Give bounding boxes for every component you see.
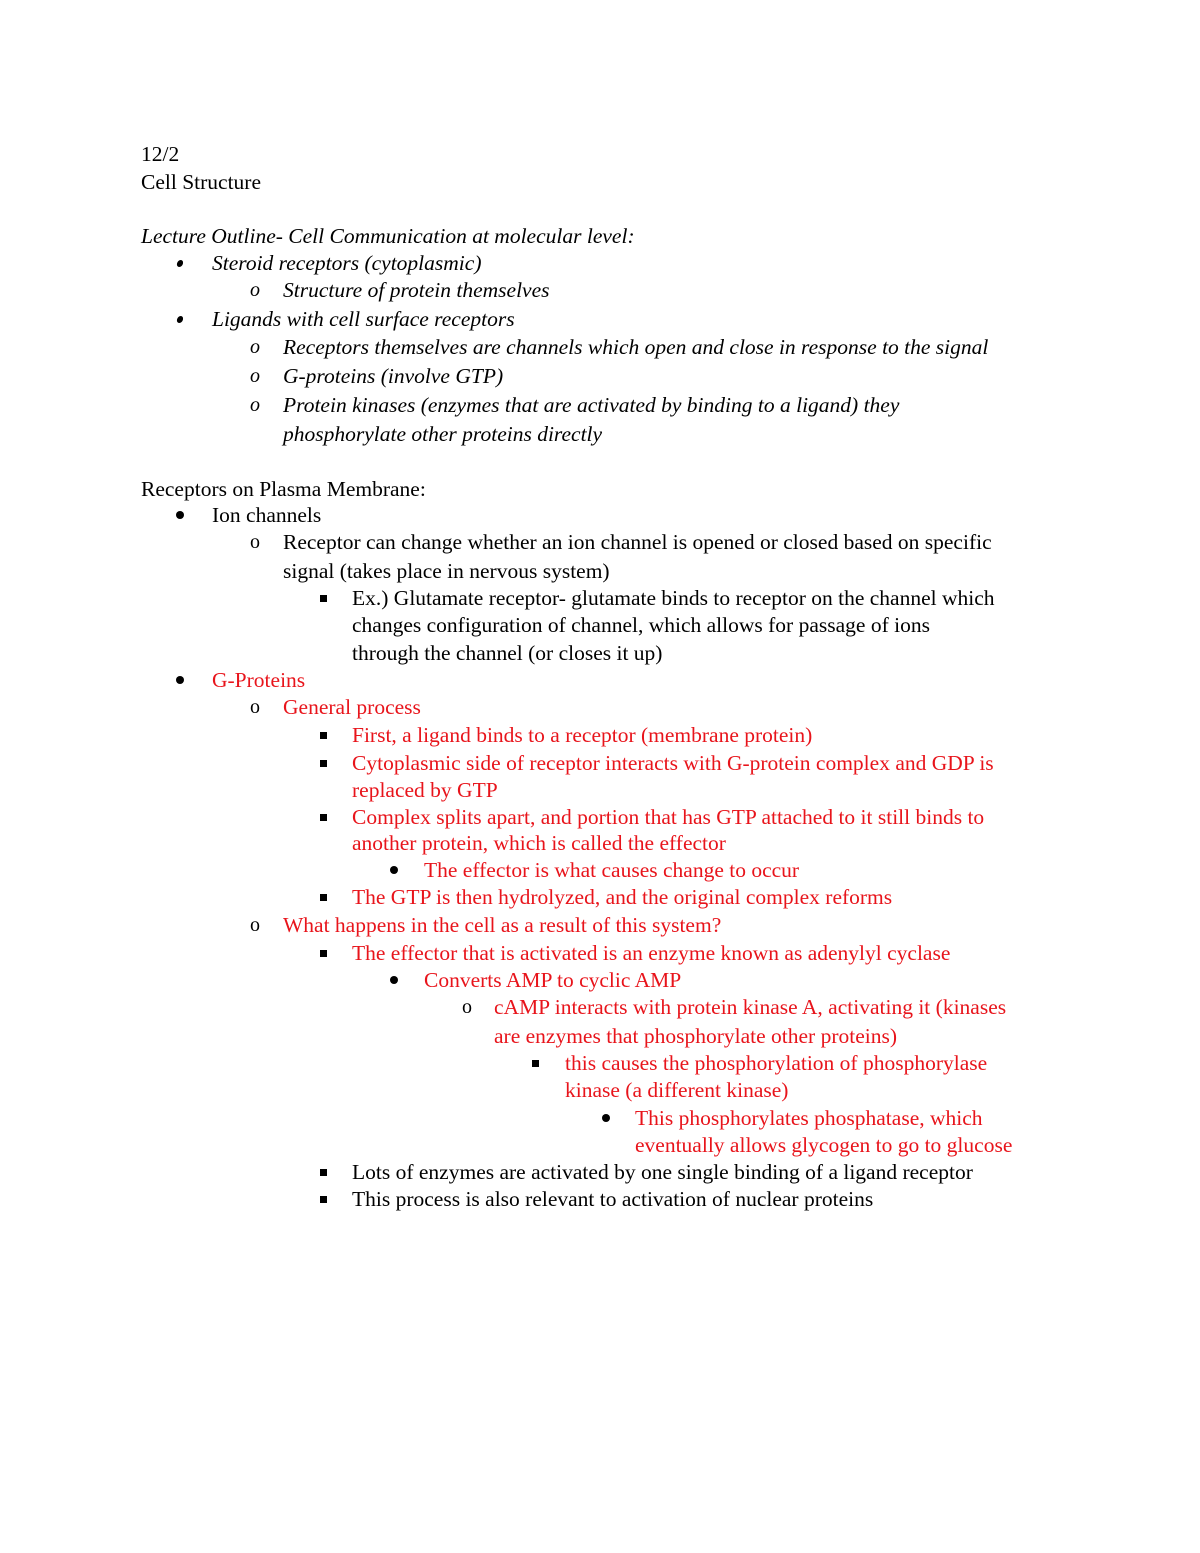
list-item: The GTP is then hydrolyzed, and the original complex reforms xyxy=(352,885,893,909)
list-item: Receptor can change whether an ion channel is opened or closed based on specific xyxy=(283,530,992,554)
bullet-dot-icon xyxy=(177,250,197,277)
outline-subitem-continued: phosphorylate other proteins directly xyxy=(283,422,603,446)
list-item: Ion channels xyxy=(212,503,322,527)
list-item-continued: another protein, which is called the effector xyxy=(352,831,726,855)
outline-subitem: Receptors themselves are channels which open and close in response to the signal xyxy=(283,335,989,359)
list-item: this causes the phosphorylation of phosphorylase xyxy=(565,1051,988,1075)
outline-subitem: Structure of protein themselves xyxy=(283,278,550,302)
section-title: Receptors on Plasma Membrane: xyxy=(141,477,426,501)
bullet-dot-icon xyxy=(176,502,196,529)
outline-item: Ligands with cell surface receptors xyxy=(212,307,515,331)
bullet-circle-icon: o xyxy=(250,336,260,358)
bullet-circle-icon: o xyxy=(250,279,260,301)
outline-subitem: Protein kinases (enzymes that are activated by binding to a ligand) they xyxy=(283,393,900,417)
list-item-continued: kinase (a different kinase) xyxy=(565,1078,789,1102)
list-item: First, a ligand binds to a receptor (membrane protein) xyxy=(352,723,813,747)
bullet-circle-icon: o xyxy=(250,531,260,553)
bullet-square-icon xyxy=(320,1159,340,1186)
list-item-continued: through the channel (or closes it up) xyxy=(352,641,663,665)
course-title: Cell Structure xyxy=(141,170,262,194)
bullet-square-icon xyxy=(320,1186,340,1213)
list-item: General process xyxy=(283,695,421,719)
list-item-continued: are enzymes that phosphorylate other proteins) xyxy=(494,1024,897,1048)
bullet-circle-icon: o xyxy=(462,996,472,1018)
list-item: Lots of enzymes are activated by one single binding of a ligand receptor xyxy=(352,1160,973,1184)
list-item: cAMP interacts with protein kinase A, activating it (kinases xyxy=(494,995,1007,1019)
list-item: What happens in the cell as a result of this system? xyxy=(283,913,722,937)
bullet-dot-icon xyxy=(176,667,196,694)
list-item: The effector that is activated is an enzyme known as adenylyl cyclase xyxy=(352,941,951,965)
list-item: This phosphorylates phosphatase, which xyxy=(635,1106,983,1130)
bullet-dot-icon xyxy=(602,1105,622,1132)
bullet-circle-icon: o xyxy=(250,696,260,718)
bullet-dot-icon xyxy=(390,857,410,884)
outline-item: Steroid receptors (cytoplasmic) xyxy=(212,251,482,275)
list-item: Cytoplasmic side of receptor interacts with G-protein complex and GDP is xyxy=(352,751,994,775)
bullet-circle-icon: o xyxy=(250,394,260,416)
outline-title: Lecture Outline- Cell Communication at molecular level: xyxy=(141,224,635,248)
list-item-continued: changes configuration of channel, which allows for passage of ions xyxy=(352,613,930,637)
outline-subitem: G-proteins (involve GTP) xyxy=(283,364,504,388)
list-item: Converts AMP to cyclic AMP xyxy=(424,968,682,992)
bullet-circle-icon: o xyxy=(250,365,260,387)
list-item: This process is also relevant to activation of nuclear proteins xyxy=(352,1187,874,1211)
date-line: 12/2 xyxy=(141,142,180,166)
bullet-dot-icon xyxy=(177,306,197,333)
list-item: The effector is what causes change to occur xyxy=(424,858,800,882)
bullet-square-icon xyxy=(320,884,340,911)
bullet-square-icon xyxy=(532,1050,552,1077)
list-item: G-Proteins xyxy=(212,668,306,692)
bullet-square-icon xyxy=(320,722,340,749)
list-item: Ex.) Glutamate receptor- glutamate binds to receptor on the channel which xyxy=(352,586,995,610)
list-item-continued: replaced by GTP xyxy=(352,778,498,802)
list-item: Complex splits apart, and portion that has GTP attached to it still binds to xyxy=(352,805,985,829)
bullet-square-icon xyxy=(320,940,340,967)
bullet-dot-icon xyxy=(390,967,410,994)
bullet-square-icon xyxy=(320,804,340,831)
list-item-continued: signal (takes place in nervous system) xyxy=(283,559,610,583)
bullet-circle-icon: o xyxy=(250,914,260,936)
bullet-square-icon xyxy=(320,585,340,612)
list-item-continued: eventually allows glycogen to go to glucose xyxy=(635,1133,1013,1157)
bullet-square-icon xyxy=(320,750,340,777)
